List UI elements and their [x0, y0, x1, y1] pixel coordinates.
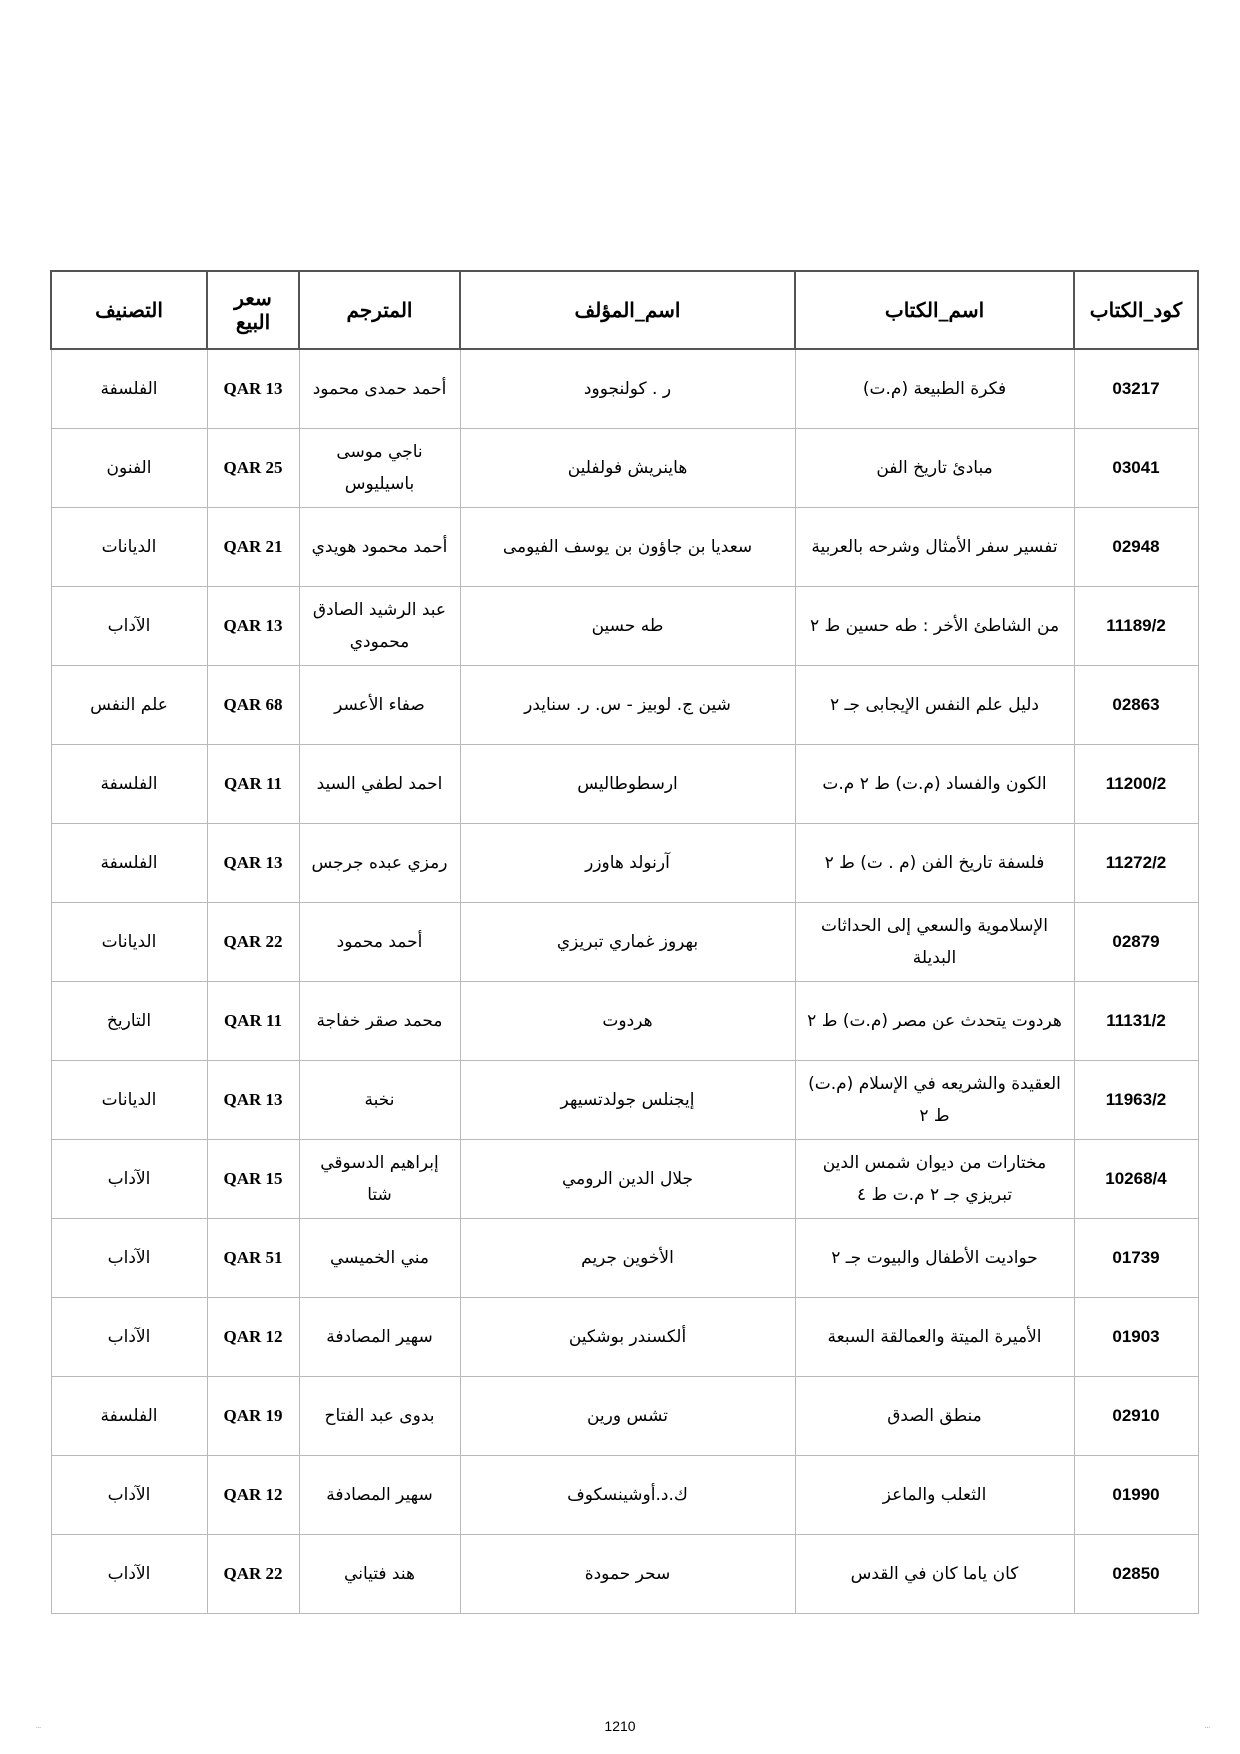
- cell-category: الفلسفة: [51, 1377, 207, 1456]
- cell-author: هاينريش فولفلين: [460, 429, 795, 508]
- cell-category: الديانات: [51, 903, 207, 982]
- cell-code: 02863: [1074, 666, 1198, 745]
- cell-title: الأميرة الميتة والعمالقة السبعة: [795, 1298, 1074, 1377]
- cell-author: هردوت: [460, 982, 795, 1061]
- header-title: اسم_الكتاب: [795, 271, 1074, 349]
- cell-translator: مني الخميسي: [299, 1219, 460, 1298]
- cell-translator: احمد لطفي السيد: [299, 745, 460, 824]
- cell-category: الآداب: [51, 1219, 207, 1298]
- cell-price: QAR 15: [207, 1140, 299, 1219]
- cell-author: سحر حمودة: [460, 1535, 795, 1614]
- header-author: اسم_المؤلف: [460, 271, 795, 349]
- table-row: [51, 1061, 1198, 1140]
- cell-title: فكرة الطبيعة (م.ت): [795, 349, 1074, 429]
- cell-title: دليل علم النفس الإيجابى جـ ٢: [795, 666, 1074, 745]
- table-body: [51, 349, 1198, 1614]
- cell-price: QAR 22: [207, 903, 299, 982]
- cell-code: 01903: [1074, 1298, 1198, 1377]
- header-price: سعر البيع: [207, 271, 299, 349]
- cell-code: 03041: [1074, 429, 1198, 508]
- cell-price: QAR 12: [207, 1298, 299, 1377]
- table-header-row: [51, 271, 1198, 349]
- cell-title: مبادئ تاريخ الفن: [795, 429, 1074, 508]
- cell-title: مختارات من ديوان شمس الدين تبريزي جـ ٢ م.ت ط ٤: [795, 1140, 1074, 1219]
- cell-code: 10268/4: [1074, 1140, 1198, 1219]
- cell-author: طه حسين: [460, 587, 795, 666]
- cell-author: ر . كولنجوود: [460, 349, 795, 429]
- header-translator: المترجم: [299, 271, 460, 349]
- footer-fine-print-right: …: [1205, 1724, 1210, 1730]
- cell-translator: أحمد محمود: [299, 903, 460, 982]
- cell-translator: صفاء الأعسر: [299, 666, 460, 745]
- cell-translator: إبراهيم الدسوقي شتا: [299, 1140, 460, 1219]
- page-number: 1210: [604, 1718, 636, 1734]
- table-row: [51, 1377, 1198, 1456]
- cell-price: QAR 13: [207, 349, 299, 429]
- cell-author: آرنولد هاوزر: [460, 824, 795, 903]
- cell-category: الفلسفة: [51, 349, 207, 429]
- cell-translator: أحمد حمدى محمود: [299, 349, 460, 429]
- table-row: [51, 508, 1198, 587]
- cell-translator: أحمد محمود هويدي: [299, 508, 460, 587]
- cell-title: الإسلاموية والسعي إلى الحداثات البديلة: [795, 903, 1074, 982]
- cell-author: شين ج. لوبيز - س. ر. سنايدر: [460, 666, 795, 745]
- table-row: [51, 1140, 1198, 1219]
- cell-code: 02948: [1074, 508, 1198, 587]
- cell-price: QAR 11: [207, 982, 299, 1061]
- cell-title: كان ياما كان في القدس: [795, 1535, 1074, 1614]
- cell-code: 02850: [1074, 1535, 1198, 1614]
- cell-price: QAR 12: [207, 1456, 299, 1535]
- table-row: [51, 1535, 1198, 1614]
- footer-fine-print-left: …: [36, 1724, 41, 1730]
- cell-code: 11963/2: [1074, 1061, 1198, 1140]
- cell-code: 02879: [1074, 903, 1198, 982]
- cell-translator: هند فتياني: [299, 1535, 460, 1614]
- book-catalog-table: [50, 270, 1199, 1614]
- cell-price: QAR 22: [207, 1535, 299, 1614]
- cell-code: 01739: [1074, 1219, 1198, 1298]
- cell-translator: بدوى عبد الفتاح: [299, 1377, 460, 1456]
- cell-translator: نخبة: [299, 1061, 460, 1140]
- table-row: [51, 429, 1198, 508]
- cell-category: الآداب: [51, 1456, 207, 1535]
- cell-title: تفسير سفر الأمثال وشرحه بالعربية: [795, 508, 1074, 587]
- cell-category: علم النفس: [51, 666, 207, 745]
- table-row: [51, 1456, 1198, 1535]
- cell-code: 11200/2: [1074, 745, 1198, 824]
- cell-translator: محمد صقر خفاجة: [299, 982, 460, 1061]
- cell-author: تشس ورين: [460, 1377, 795, 1456]
- cell-price: QAR 68: [207, 666, 299, 745]
- cell-code: 01990: [1074, 1456, 1198, 1535]
- cell-title: الثعلب والماعز: [795, 1456, 1074, 1535]
- cell-category: الآداب: [51, 587, 207, 666]
- table-row: [51, 666, 1198, 745]
- cell-title: حواديت الأطفال والبيوت جـ ٢: [795, 1219, 1074, 1298]
- cell-code: 11272/2: [1074, 824, 1198, 903]
- cell-category: الفلسفة: [51, 745, 207, 824]
- cell-price: QAR 19: [207, 1377, 299, 1456]
- cell-code: 03217: [1074, 349, 1198, 429]
- cell-title: منطق الصدق: [795, 1377, 1074, 1456]
- cell-price: QAR 25: [207, 429, 299, 508]
- cell-author: جلال الدين الرومي: [460, 1140, 795, 1219]
- table-row: [51, 349, 1198, 429]
- cell-translator: عبد الرشيد الصادق محمودي: [299, 587, 460, 666]
- table-row: [51, 824, 1198, 903]
- header-code: كود_الكتاب: [1074, 271, 1198, 349]
- table-row: [51, 1219, 1198, 1298]
- cell-category: الآداب: [51, 1535, 207, 1614]
- cell-price: QAR 13: [207, 1061, 299, 1140]
- cell-category: الديانات: [51, 508, 207, 587]
- cell-translator: ناجي موسى باسيليوس: [299, 429, 460, 508]
- table-row: [51, 745, 1198, 824]
- cell-category: الديانات: [51, 1061, 207, 1140]
- table-row: [51, 903, 1198, 982]
- table-row: [51, 982, 1198, 1061]
- cell-code: 02910: [1074, 1377, 1198, 1456]
- cell-title: فلسفة تاريخ الفن (م . ت) ط ٢: [795, 824, 1074, 903]
- cell-author: بهروز غماري تبريزي: [460, 903, 795, 982]
- cell-author: ك.د.أوشينسكوف: [460, 1456, 795, 1535]
- cell-translator: رمزي عبده جرجس: [299, 824, 460, 903]
- cell-price: QAR 11: [207, 745, 299, 824]
- cell-price: QAR 13: [207, 824, 299, 903]
- table-row: [51, 587, 1198, 666]
- cell-category: التاريخ: [51, 982, 207, 1061]
- cell-code: 11131/2: [1074, 982, 1198, 1061]
- cell-author: إيجنلس جولدتسيهر: [460, 1061, 795, 1140]
- cell-author: سعديا بن جاؤون بن يوسف الفيومى: [460, 508, 795, 587]
- cell-price: QAR 21: [207, 508, 299, 587]
- cell-author: ارسطوطاليس: [460, 745, 795, 824]
- cell-title: هردوت يتحدث عن مصر (م.ت) ط ٢: [795, 982, 1074, 1061]
- header-category: التصنيف: [51, 271, 207, 349]
- cell-title: من الشاطئ الأخر : طه حسين ط ٢: [795, 587, 1074, 666]
- cell-translator: سهير المصادفة: [299, 1456, 460, 1535]
- cell-title: العقيدة والشريعه في الإسلام (م.ت) ط ٢: [795, 1061, 1074, 1140]
- cell-category: الفنون: [51, 429, 207, 508]
- cell-category: الآداب: [51, 1298, 207, 1377]
- table-row: [51, 1298, 1198, 1377]
- cell-code: 11189/2: [1074, 587, 1198, 666]
- cell-author: ألكسندر بوشكين: [460, 1298, 795, 1377]
- cell-category: الفلسفة: [51, 824, 207, 903]
- cell-translator: سهير المصادفة: [299, 1298, 460, 1377]
- cell-price: QAR 51: [207, 1219, 299, 1298]
- cell-author: الأخوين جريم: [460, 1219, 795, 1298]
- cell-price: QAR 13: [207, 587, 299, 666]
- cell-category: الآداب: [51, 1140, 207, 1219]
- cell-title: الكون والفساد (م.ت) ط ٢ م.ت: [795, 745, 1074, 824]
